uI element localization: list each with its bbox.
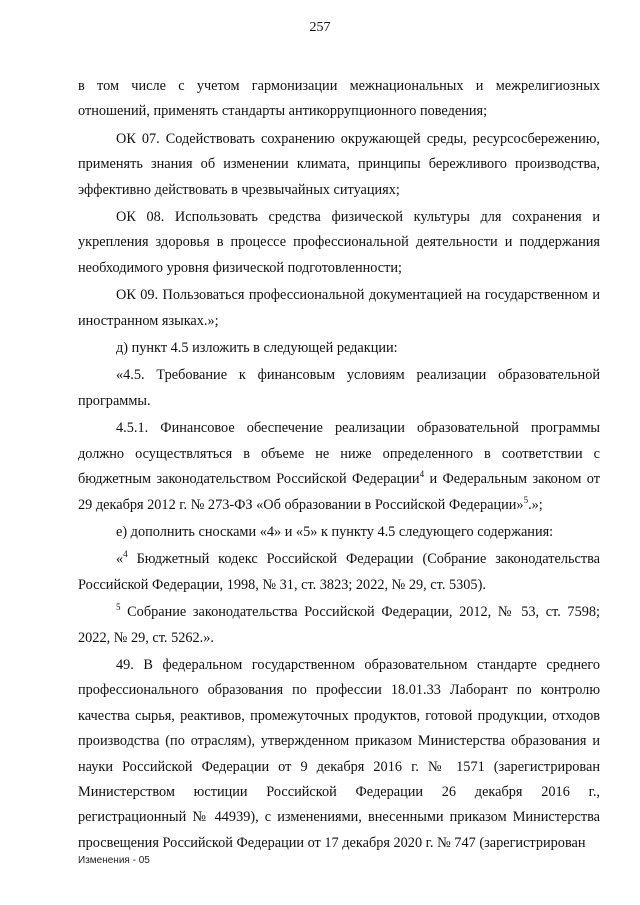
paragraph-4-5-1-text-b: и Федеральным законом от 29 декабря 2012 г. № 273-ФЗ «Об образовании в Российской Федерации» (78, 471, 600, 513)
page-number: 257 (309, 20, 331, 35)
footnote-4 (78, 547, 600, 598)
paragraph-4-5-title: «4.5. Требование к финансовым условиям реализации образовательной программы. (78, 367, 600, 409)
paragraph-item-d: д) пункт 4.5 изложить в следующей редакции: (116, 340, 398, 357)
paragraph-4-5-1-text-c: .»; (528, 496, 543, 513)
paragraph-continuation: в том числе с учетом гармонизации межнациональных и межрелигиозных отношений, применять стандарты антикоррупционного поведения; (78, 78, 600, 120)
footnote-4-marker: 4 (123, 549, 128, 560)
footnote-5-text: Собрание законодательства Российской Федерации, 2012, № 53, ст. 7598; 2022, № 29, ст. 5262.». (78, 604, 600, 646)
document-body (78, 74, 600, 856)
paragraph-ok07: ОК 07. Содействовать сохранению окружающей среды, ресурсосбережению, применять знания об изменении климата, принципы бережливого производства, эффективно действовать в чрезвычайных ситуациях; (78, 130, 600, 198)
footer-label: Изменения - 05 (78, 855, 150, 866)
paragraph-ok08: ОК 08. Использовать средства физической культуры для сохранения и укрепления здоровья в процессе профессиональной деятельности и поддержания необходимого уровня физической подготовленности; (78, 209, 600, 276)
paragraph-49: 49. В федеральном государственном образовательном стандарте среднего профессионального образования по профессии 18.01.33 Лаборант по контролю качества сырья, реактивов, промежуточных продуктов, готовой продукции, отходов производства (по отраслям), утвержденном приказом Министерства образования и науки Российской Федерации от 9 декабря 2016 г. № 1571 (зарегистрирован Министерством юстиции Российской Федерации 26 декабря 2016 г., регистрационный № 44939), с изменениями, внесенными приказом Министерства просвещения Российской Федерации от 17 декабря 2020 г. № 747 (зарегистрирован (78, 656, 600, 851)
paragraph-ok09: ОК 09. Пользоваться профессиональной документацией на государственном и иностранном языках.»; (78, 287, 600, 329)
footnote-5-marker: 5 (116, 602, 121, 613)
paragraph-4-5-1 (78, 416, 600, 518)
paragraph-4-5-1-text-a: 4.5.1. Финансовое обеспечение реализации образовательной программы должно осуществляться в объеме не ниже определенного в соответствии с бюджетным законодательством Российской Федерации (78, 420, 600, 488)
footnote-5 (78, 600, 600, 651)
footnote-4-open-quote: « (116, 551, 124, 568)
footnote-4-text: Бюджетный кодекс Российской Федерации (Собрание законодательства Российской Федерации, 1998, № 31, ст. 3823; 2022, № 29, ст. 5305). (78, 551, 600, 593)
footnote-ref-5: 5 (523, 494, 529, 505)
footnote-ref-4: 4 (419, 469, 425, 480)
paragraph-item-e: е) дополнить сносками «4» и «5» к пункту 4.5 следующего содержания: (116, 523, 554, 540)
